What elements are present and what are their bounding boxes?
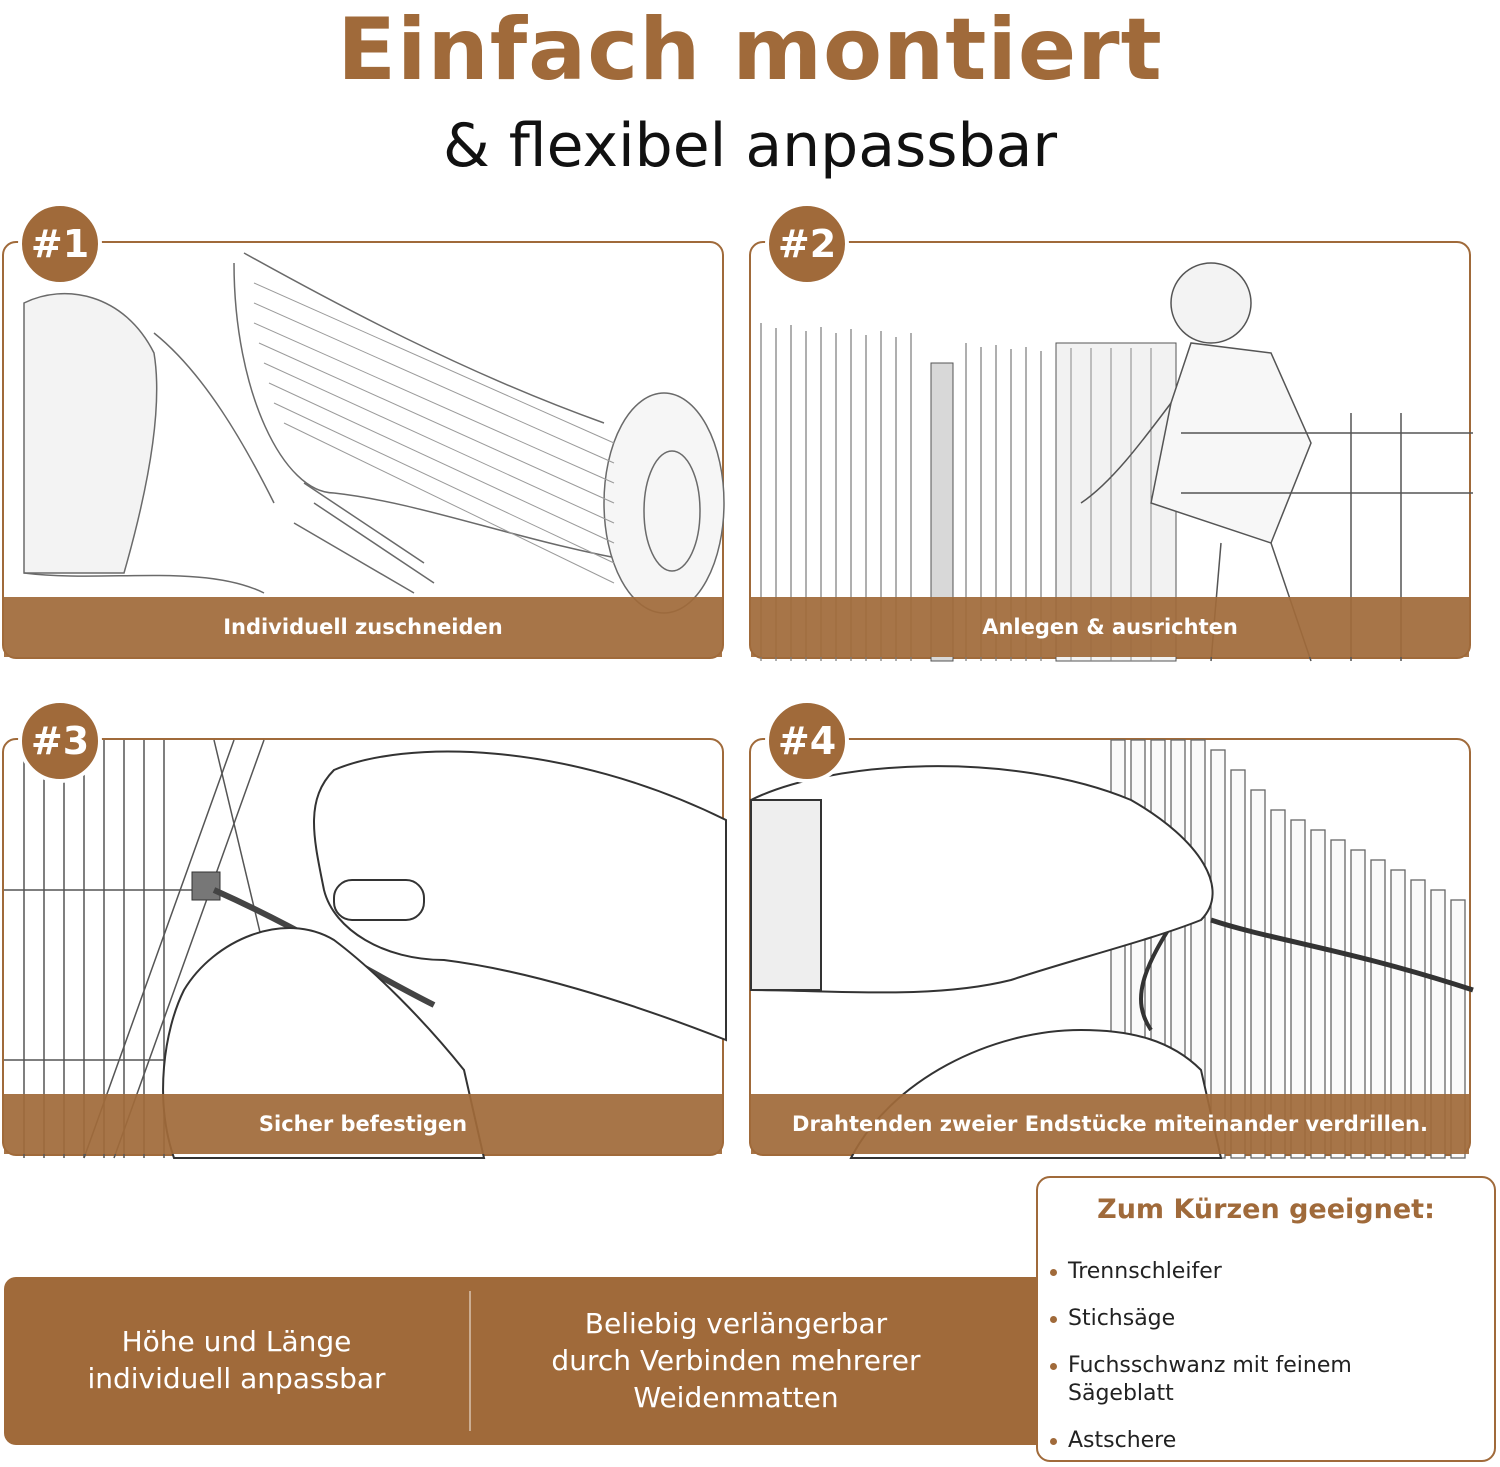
step-badge-4: #4 [765,699,849,783]
bullet-icon [1050,1363,1057,1370]
step-badge-3: #3 [18,699,102,783]
bullet-icon [1050,1269,1057,1276]
bullet-icon [1050,1316,1057,1323]
step-panel-4 [749,738,1471,1156]
bullet-icon [1050,1438,1057,1445]
step-caption: Individuell zuschneiden [4,597,722,657]
step-panel-3 [2,738,724,1156]
page-subtitle: & flexibel anpassbar [442,111,1058,181]
step-caption: Drahtenden zweier Endstücke miteinander verdrillen. [751,1094,1469,1154]
feature-extendable: Beliebig verlängerbar durch Verbinden mehrerer Weidenmatten [551,1307,921,1414]
tip-item: Stichsäge [1068,1305,1175,1333]
tip-item: Astschere [1068,1427,1176,1455]
tip-item: Fuchsschwanz mit feinem [1068,1352,1352,1380]
step-caption: Anlegen & ausrichten [751,597,1469,657]
page-title: Einfach montiert [337,0,1163,100]
tips-title: Zum Kürzen geeignet: [1097,1194,1435,1225]
step-caption: Sicher befestigen [4,1094,722,1154]
step-badge-2: #2 [765,202,849,286]
step-badge-1: #1 [18,202,102,286]
tip-item: Trennschleifer [1068,1258,1222,1286]
step-panel-1 [2,241,724,659]
step-panel-2 [749,241,1471,659]
tip-item-continuation: Sägeblatt [1068,1381,1174,1406]
cutting-tools-box [1036,1176,1496,1462]
feature-band [4,1277,1094,1445]
feature-adjustable: Höhe und Länge individuell anpassbar [87,1325,386,1395]
